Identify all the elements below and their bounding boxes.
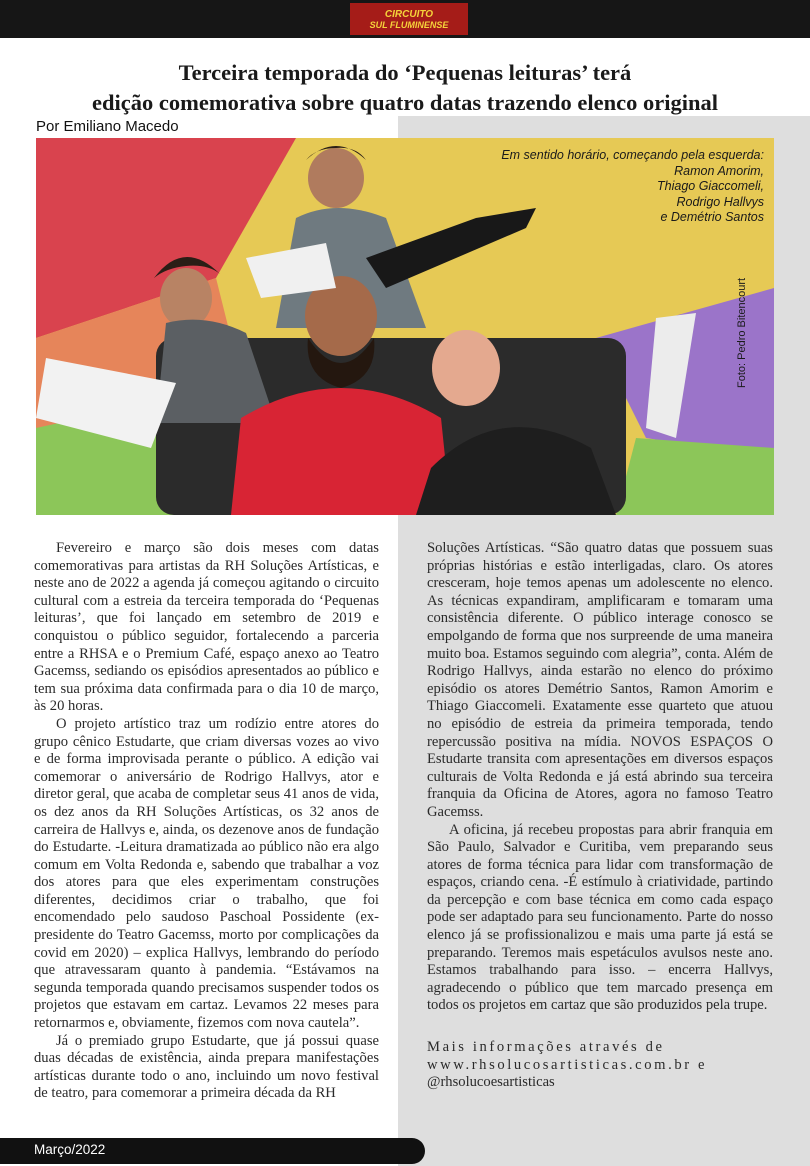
cast-photo bbox=[36, 138, 774, 515]
masthead-bar bbox=[0, 0, 810, 38]
caption-line: Em sentido horário, começando pela esquerda: bbox=[501, 148, 764, 162]
article-paragraph: Já o premiado grupo Estudarte, que já possui quase duas décadas de existência, ainda prepara manifestações artísticas durante todo o ano, incluindo um novo festival de teatro, para comemorar a primeira década da RH bbox=[34, 1032, 379, 1102]
photo-credit: Foto: Pedro Bitencourt bbox=[736, 277, 748, 388]
more-info-line: Mais informações através de bbox=[427, 1039, 665, 1056]
caption-line: Ramon Amorim, bbox=[674, 163, 764, 178]
social-handle[interactable]: @rhsolucoesartisticas bbox=[427, 1074, 555, 1091]
article-column-left bbox=[34, 540, 379, 1103]
caption-line: Thiago Giaccomeli, bbox=[657, 179, 764, 193]
photo-caption bbox=[501, 148, 764, 226]
article-headline bbox=[20, 58, 790, 118]
byline: Por Emiliano Macedo bbox=[36, 118, 179, 135]
footer-bar bbox=[0, 1138, 425, 1164]
article-paragraph: Soluções Artísticas. “São quatro datas que possuem suas próprias histórias e estão interligadas, claro. Os atores cresceram, hoje temos apenas um adolescente no elenco. As técnicas expandiram, amplificaram e tomaram uma consistência diferente. O público interage conosco se empolgando de forma que nos surpreende de uma maneira muito boa. Estamos seguindo com alegria”, conta. Além de Rodrigo Hallvys, ainda estarão no elenco do próximo episódio os atores Demétrio Santos, Ramon Amorim e Thiago Giaccomeli. Exatamente esse quarteto que atuou no episódio de estreia da primeira temporada, tendo repercussão positiva na mídia. NOVOS ESPAÇOS O Estudarte transita com apresentações em diversos espaços culturais de Volta Redonda e já está abrindo sua terceira franquia da Oficina de Atores, agora no famoso Teatro Gacemss. bbox=[427, 540, 773, 820]
masthead-logo-line1: CIRCUITO bbox=[384, 9, 434, 20]
more-info bbox=[427, 1039, 773, 1092]
caption-line: e Demétrio Santos bbox=[660, 210, 764, 224]
masthead-logo bbox=[350, 3, 468, 35]
masthead-logo-line2: SUL FLUMINENSE bbox=[369, 20, 449, 30]
issue-date: Março/2022 bbox=[34, 1142, 106, 1157]
article-paragraph: A oficina, já recebeu propostas para abrir franquia em São Paulo, Salvador e Curitiba, vem preparando seus atores de forma técnica para lidar com transformação de espaços, criando cena. -É estímulo à criatividade, partindo da percepção e com base técnica em como cada espaço pode ser adaptado para seu funcionamento. Parte do nosso elenco já se profissionalizou e mais uma parte já está se preparando. Teremos mais espetáculos avulsos neste ano. Estamos trabalhando para isso. – encerra Hallvys, agradecendo o público que tem marcado presença em todos os projetos em cartaz que são produzidos pela trupe. bbox=[427, 821, 773, 1014]
headline-line-2: edição comemorativa sobre quatro datas trazendo elenco original bbox=[92, 90, 718, 115]
article-paragraph: Fevereiro e março são dois meses com datas comemorativas para artistas da RH Soluções Artísticas, e neste ano de 2022 a agenda já começou agitando o circuito cultural com a estreia da terceira temporada do ‘Pequenas leituras’, que foi lançado em setembro de 2019 e conquistou o público seguidor, fortalecendo a parceria entre a RHSA e o Premium Café, espaço anexo ao Teatro Gacemss, sediando os episódios apresentados ao público e tem sua próxima data confirmada para o dia 10 de março, às 20 horas. bbox=[34, 540, 379, 715]
website-link[interactable]: www.rhsolucosartisticas.com.br e bbox=[427, 1056, 708, 1073]
article-paragraph: O projeto artístico traz um rodízio entre atores do grupo cênico Estudarte, que criam diversas vozes ao vivo e de forma improvisada perante o público. A edição vai comemorar o aniversário de Rodrigo Hallvys, ator e diretor geral, que acaba de completar seus 41 anos de vida, os dez anos da RH Soluções Artísticas, os 32 anos de carreira de Hallvys e, ainda, os dezenove anos de fundação do Estudarte. -Leitura dramatizada ao público não era algo comum em Volta Redonda e, sabendo que trabalhar a voz dos atores para que eles experimentam construções diferentes, decidimos criar o trabalho, que foi encomendado pelo saudoso Paschoal Possidente (ex-presidente do Teatro Gacemss, morto por complicações da covid em 2020) – explica Hallvys, lembrando do período que atravessaram quanto à pandemia. “Estávamos na segunda temporada quando precisamos suspender todos os projetos que estavam em cartaz. Levamos 22 meses para retornarmos e, obviamente, fizemos com nova cautela”. bbox=[34, 715, 379, 1032]
article-column-right bbox=[427, 540, 773, 1092]
caption-line: Rodrigo Hallvys bbox=[676, 194, 764, 209]
headline-line-1: Terceira temporada do ‘Pequenas leituras’ terá bbox=[178, 60, 632, 85]
